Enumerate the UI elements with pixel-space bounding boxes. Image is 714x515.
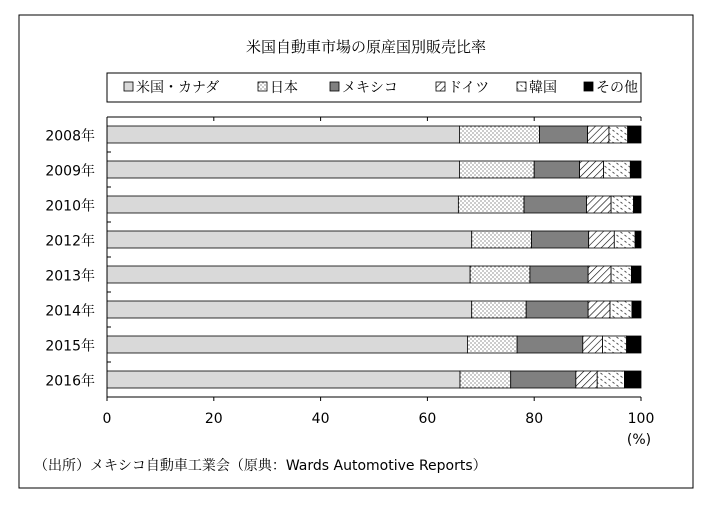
bar-segment <box>540 126 588 143</box>
bar-segment <box>107 161 459 178</box>
x-tick-label: 100 <box>627 411 655 427</box>
x-tick-label: 20 <box>204 411 223 427</box>
legend-swatch <box>330 82 339 91</box>
bar-segment <box>588 266 611 283</box>
legend-label: メキシコ <box>342 80 398 96</box>
x-axis-unit: (%) <box>626 432 652 448</box>
bar-segment <box>635 231 641 248</box>
bar-segment <box>107 371 460 388</box>
bar-segment <box>628 126 641 143</box>
bar-segment <box>526 301 588 318</box>
bar-segment <box>597 371 624 388</box>
bar-segment <box>517 336 583 353</box>
y-tick-label: 2010年 <box>45 198 95 215</box>
bar-segment <box>611 266 631 283</box>
x-tick-label: 80 <box>525 411 544 427</box>
bar-segment <box>467 336 517 353</box>
bar-segment <box>511 371 576 388</box>
bar-segment <box>583 336 603 353</box>
bar-segment <box>107 196 458 213</box>
legend-swatch <box>584 82 593 91</box>
bar-segment <box>589 231 615 248</box>
y-tick-label: 2009年 <box>45 163 95 180</box>
bar-segment <box>604 161 631 178</box>
bar-segment <box>611 196 633 213</box>
x-tick-label: 40 <box>311 411 330 427</box>
legend-label: 日本 <box>270 80 298 96</box>
bar-segment <box>632 301 641 318</box>
bar-segment <box>610 301 632 318</box>
legend-swatch <box>517 82 526 91</box>
bar-segment <box>534 161 579 178</box>
bar-segment <box>630 161 641 178</box>
plot-area <box>45 117 654 427</box>
bar-segment <box>459 161 534 178</box>
bar-segment <box>634 196 641 213</box>
legend-swatch <box>436 82 445 91</box>
y-tick-label: 2012年 <box>45 233 95 250</box>
y-tick-label: 2015年 <box>45 338 95 355</box>
legend-label: ドイツ <box>448 80 490 96</box>
bar-segment <box>588 126 609 143</box>
bar-segment <box>458 196 524 213</box>
bar-segment <box>614 231 635 248</box>
chart-title: 米国自動車市場の原産国別販売比率 <box>245 38 487 56</box>
bar-segment <box>472 301 526 318</box>
bar-segment <box>107 336 467 353</box>
legend-swatch <box>258 82 267 91</box>
legend-label: その他 <box>596 80 638 96</box>
bar-segment <box>460 371 511 388</box>
bar-segment <box>107 301 472 318</box>
legend-label: 米国・カナダ <box>136 80 220 96</box>
bar-segment <box>609 126 628 143</box>
legend-swatch <box>124 82 133 91</box>
y-tick-label: 2014年 <box>45 303 95 320</box>
bar-segment <box>530 266 588 283</box>
bar-segment <box>524 196 586 213</box>
x-tick-label: 60 <box>418 411 437 427</box>
y-tick-label: 2013年 <box>45 268 95 285</box>
bar-segment <box>472 231 532 248</box>
legend-label: 韓国 <box>529 80 557 96</box>
bar-segment <box>603 336 627 353</box>
bar-segment <box>459 126 539 143</box>
bar-segment <box>107 126 459 143</box>
y-tick-label: 2008年 <box>45 128 95 145</box>
bar-segment <box>107 231 472 248</box>
bar-segment <box>627 336 641 353</box>
bar-segment <box>576 371 597 388</box>
bar-segment <box>588 301 610 318</box>
legend <box>107 73 641 102</box>
bar-segment <box>470 266 530 283</box>
bar-segment <box>624 371 641 388</box>
bar-segment <box>631 266 641 283</box>
bar-segment <box>580 161 604 178</box>
x-tick-label: 0 <box>102 411 112 427</box>
y-tick-label: 2016年 <box>45 373 95 390</box>
bar-segment <box>532 231 589 248</box>
source-note: （出所）メキシコ自動車工業会（原典：Wards Automotive Reports） <box>34 458 487 474</box>
bar-segment <box>587 196 612 213</box>
bar-segment <box>107 266 470 283</box>
